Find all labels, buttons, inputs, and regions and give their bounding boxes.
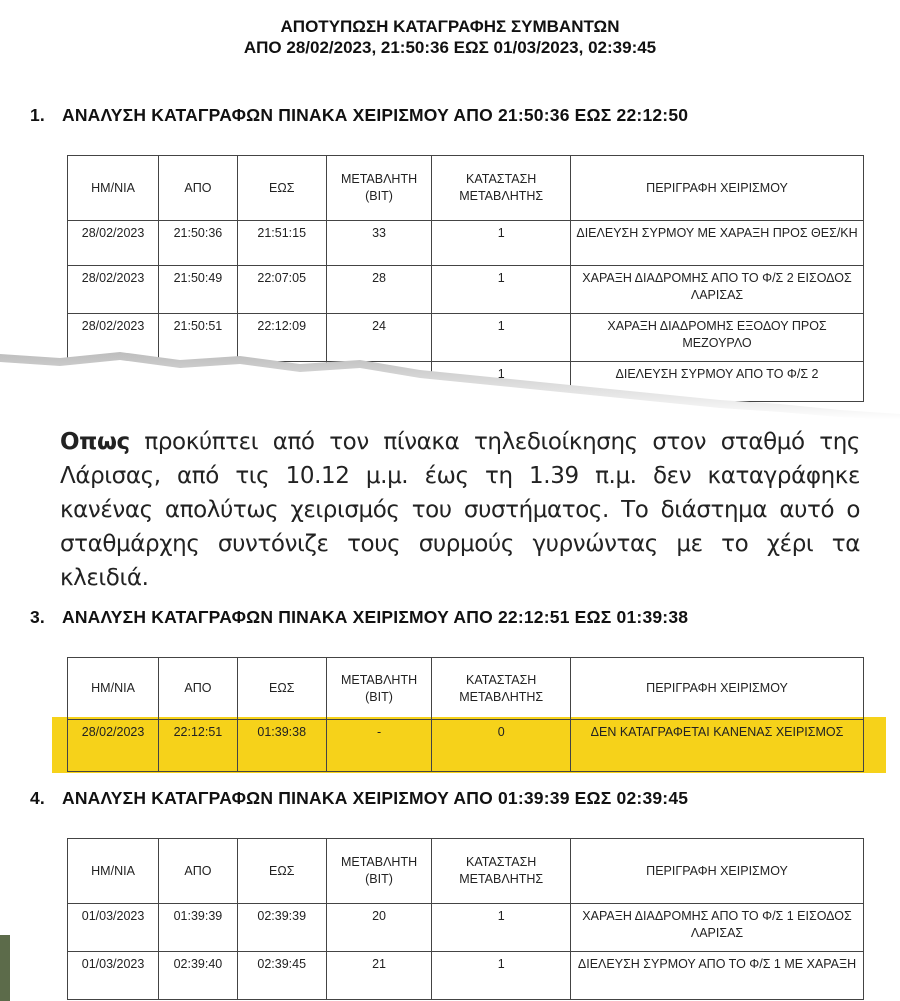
torn-paper-edge bbox=[0, 340, 900, 420]
section-4-number: 4. bbox=[30, 788, 45, 808]
header-date: ΗΜ/ΝΙΑ bbox=[68, 839, 159, 904]
header-date: ΗΜ/ΝΙΑ bbox=[68, 156, 159, 221]
header-bit: ΜΕΤΑΒΛΗΤΗ (BIT) bbox=[326, 156, 432, 221]
cell-to: 22:12:09 bbox=[237, 314, 326, 362]
header-state: ΚΑΤΑΣΤΑΣΗ ΜΕΤΑΒΛΗΤΗΣ bbox=[432, 156, 571, 221]
section-3-number: 3. bbox=[30, 607, 45, 627]
cell-to: 01:39:38 bbox=[237, 720, 326, 772]
paragraph-lead: Οπως bbox=[60, 429, 130, 455]
header-state: ΚΑΤΑΣΤΑΣΗ ΜΕΤΑΒΛΗΤΗΣ bbox=[432, 839, 571, 904]
table-row bbox=[68, 266, 864, 314]
cell-state: 0 bbox=[432, 720, 571, 772]
section-1-heading bbox=[30, 105, 688, 126]
cell-description: ΧΑΡΑΞΗ ΔΙΑΔΡΟΜΗΣ ΕΞΟΔΟΥ ΠΡΟΣ ΜΕΖΟΥΡΛΟ bbox=[571, 314, 864, 362]
cell-description: ΔΙΕΛΕΥΣΗ ΣΥΡΜΟΥ ΜΕ ΧΑΡΑΞΗ ΠΡΟΣ ΘΕΣ/ΚΗ bbox=[571, 221, 864, 266]
cell-state: 1 bbox=[432, 314, 571, 362]
cell-date: 28/02/2023 bbox=[68, 314, 159, 362]
section-3-title: ΑΝΑΛΥΣΗ ΚΑΤΑΓΡΑΦΩΝ ΠΙΝΑΚΑ ΧΕΙΡΙΣΜΟΥ ΑΠΟ 22:12:51 ΕΩΣ 01:39:38 bbox=[62, 607, 689, 627]
header-bit: ΜΕΤΑΒΛΗΤΗ (BIT) bbox=[326, 839, 432, 904]
cell-state: 1 bbox=[432, 266, 571, 314]
cell-bit: 20 bbox=[326, 904, 432, 952]
paragraph-text: προκύπτει από τον πίνακα τηλεδιοίκησης στον σταθμό της Λάρισας, από τις 10.12 μ.μ. έως τη 1.39 π.μ. δεν καταγράφηκε κανένας απολύτως χειρισμός του συστήματος. Το διάστημα αυτό ο σταθμάρχης συντόνιζε τους συρμούς γυρνώντας με το χέρι τα κλειδιά. bbox=[60, 429, 860, 591]
table-section-4 bbox=[67, 838, 864, 1000]
cell-from: 22:12:51 bbox=[159, 720, 238, 772]
cell-state: 1 bbox=[432, 221, 571, 266]
cell-date: 28/02/2023 bbox=[68, 720, 159, 772]
section-3-heading bbox=[30, 607, 688, 628]
cell-state: 1 bbox=[432, 904, 571, 952]
cell-bit: 33 bbox=[326, 221, 432, 266]
cell-bit: 28 bbox=[326, 266, 432, 314]
cell-from: 21:50:36 bbox=[159, 221, 238, 266]
table-header-row bbox=[68, 839, 864, 904]
section-1-title: ΑΝΑΛΥΣΗ ΚΑΤΑΓΡΑΦΩΝ ΠΙΝΑΚΑ ΧΕΙΡΙΣΜΟΥ ΑΠΟ 21:50:36 ΕΩΣ 22:12:50 bbox=[62, 105, 689, 125]
header-to: ΕΩΣ bbox=[237, 156, 326, 221]
cell-from: 01:39:39 bbox=[159, 904, 238, 952]
cell-description: ΔΕΝ ΚΑΤΑΓΡΑΦΕΤΑΙ ΚΑΝΕΝΑΣ ΧΕΙΡΙΣΜΟΣ bbox=[571, 720, 864, 772]
header-date: ΗΜ/ΝΙΑ bbox=[68, 658, 159, 720]
cell-state: 1 bbox=[432, 362, 571, 402]
cell-from: 21:50:49 bbox=[159, 266, 238, 314]
table-row bbox=[68, 904, 864, 952]
document-title-line1: ΑΠΟΤΥΠΩΣΗ ΚΑΤΑΓΡΑΦΗΣ ΣΥΜΒΑΝΤΩΝ bbox=[280, 17, 620, 36]
table-header-row bbox=[68, 658, 864, 720]
cell-date: 28/02/2023 bbox=[68, 221, 159, 266]
cell-bit: 24 bbox=[326, 314, 432, 362]
cell-from: 21:50:51 bbox=[159, 314, 238, 362]
header-bit: ΜΕΤΑΒΛΗΤΗ (BIT) bbox=[326, 658, 432, 720]
header-from: ΑΠΟ bbox=[159, 658, 238, 720]
header-state: ΚΑΤΑΣΤΑΣΗ ΜΕΤΑΒΛΗΤΗΣ bbox=[432, 658, 571, 720]
cell-date: 01/03/2023 bbox=[68, 904, 159, 952]
header-to: ΕΩΣ bbox=[237, 658, 326, 720]
cell-to: 02:39:45 bbox=[237, 952, 326, 1000]
header-description: ΠΕΡΙΓΡΑΦΗ ΧΕΙΡΙΣΜΟΥ bbox=[571, 839, 864, 904]
cell-bit: 21 bbox=[326, 952, 432, 1000]
document-title bbox=[0, 16, 900, 58]
cell-to: 02:39:39 bbox=[237, 904, 326, 952]
cell-date: 01/03/2023 bbox=[68, 952, 159, 1000]
table-row bbox=[68, 952, 864, 1000]
cell-bit: - bbox=[326, 720, 432, 772]
table-row bbox=[68, 221, 864, 266]
cell-to: 22:07:05 bbox=[237, 266, 326, 314]
photo-edge bbox=[0, 935, 10, 1001]
article-paragraph bbox=[60, 425, 860, 595]
cell-state: 1 bbox=[432, 952, 571, 1000]
cell-from: 02:39:40 bbox=[159, 952, 238, 1000]
header-description: ΠΕΡΙΓΡΑΦΗ ΧΕΙΡΙΣΜΟΥ bbox=[571, 658, 864, 720]
cell-to: 21:51:15 bbox=[237, 221, 326, 266]
header-description: ΠΕΡΙΓΡΑΦΗ ΧΕΙΡΙΣΜΟΥ bbox=[571, 156, 864, 221]
cell-description: ΔΙΕΛΕΥΣΗ ΣΥΡΜΟΥ ΑΠΟ ΤΟ Φ/Σ 2 bbox=[571, 362, 864, 402]
section-1-number: 1. bbox=[30, 105, 45, 125]
header-from: ΑΠΟ bbox=[159, 156, 238, 221]
header-to: ΕΩΣ bbox=[237, 839, 326, 904]
header-from: ΑΠΟ bbox=[159, 839, 238, 904]
cell-description: ΧΑΡΑΞΗ ΔΙΑΔΡΟΜΗΣ ΑΠΟ ΤΟ Φ/Σ 2 ΕΙΣΟΔΟΣ ΛΑΡΙΣΑΣ bbox=[571, 266, 864, 314]
table-section-3 bbox=[67, 657, 864, 772]
table-row bbox=[68, 720, 864, 772]
document-title-line2: ΑΠΟ 28/02/2023, 21:50:36 ΕΩΣ 01/03/2023, 02:39:45 bbox=[243, 38, 657, 57]
cell-date: 28/02/2023 bbox=[68, 266, 159, 314]
cell-description: ΧΑΡΑΞΗ ΔΙΑΔΡΟΜΗΣ ΑΠΟ ΤΟ Φ/Σ 1 ΕΙΣΟΔΟΣ ΛΑΡΙΣΑΣ bbox=[571, 904, 864, 952]
section-4-title: ΑΝΑΛΥΣΗ ΚΑΤΑΓΡΑΦΩΝ ΠΙΝΑΚΑ ΧΕΙΡΙΣΜΟΥ ΑΠΟ 01:39:39 ΕΩΣ 02:39:45 bbox=[62, 788, 689, 808]
cell-description: ΔΙΕΛΕΥΣΗ ΣΥΡΜΟΥ ΑΠΟ ΤΟ Φ/Σ 1 ΜΕ ΧΑΡΑΞΗ bbox=[571, 952, 864, 1000]
section-4-heading bbox=[30, 788, 688, 809]
table-header-row bbox=[68, 156, 864, 221]
